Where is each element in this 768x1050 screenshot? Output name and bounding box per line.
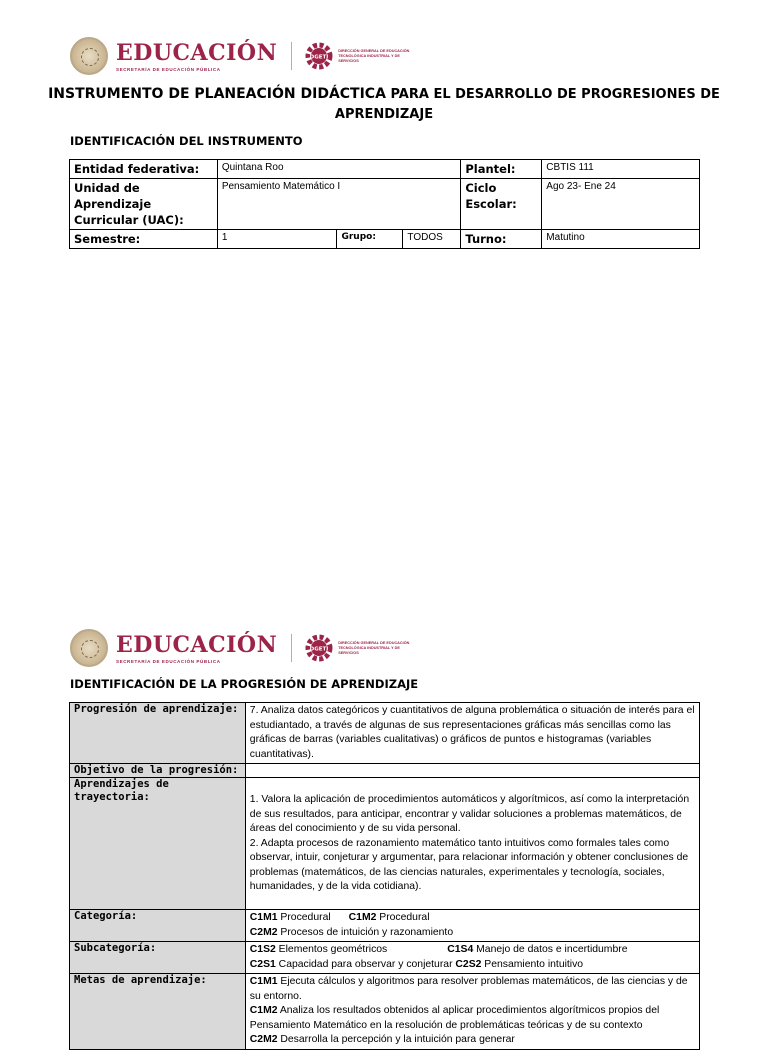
meta-c2m2 bbox=[250, 1033, 695, 1048]
ciclo-value: Ago 23- Ene 24 bbox=[542, 179, 700, 230]
code-c2s2: C2S2 bbox=[455, 958, 482, 970]
table-row bbox=[70, 160, 700, 179]
text-c1s4: Manejo de datos e incertidumbre bbox=[473, 944, 628, 955]
metas-label: Metas de aprendizaje: bbox=[70, 974, 246, 1050]
instrument-table bbox=[69, 159, 700, 249]
text-meta-c1m1: Ejecuta cálculos y algoritmos para resolver problemas matemáticos, de las ciencias y de su entorno. bbox=[249, 976, 688, 1002]
text-c1s2: Elementos geométricos bbox=[275, 944, 388, 955]
code-meta-c1m1: C1M1 bbox=[249, 976, 278, 987]
page2-header bbox=[70, 626, 413, 670]
code-c2s1: C2S1 bbox=[249, 958, 276, 970]
dgeti-text: DIRECCIÓN GENERAL DE EDUCACIÓN TECNOLÓGICA INDUSTRIAL Y DE SERVICIOS bbox=[338, 48, 410, 63]
turno-label: Turno: bbox=[461, 230, 542, 249]
education-subtitle: SECRETARÍA DE EDUCACIÓN PÚBLICA bbox=[116, 66, 221, 72]
semestre-value: 1 bbox=[217, 230, 337, 249]
plantel-label: Plantel: bbox=[461, 160, 542, 179]
code-c1s4: C1S4 bbox=[447, 944, 474, 955]
categoria-line2 bbox=[250, 926, 695, 941]
table-row bbox=[70, 764, 700, 778]
ciclo-label-line2: Escolar: bbox=[465, 197, 517, 211]
uac-label bbox=[70, 179, 218, 230]
gear-text: DGETI bbox=[309, 646, 329, 653]
subcategoria-label: Subcategoría: bbox=[70, 942, 246, 974]
code-c1m1: C1M1 bbox=[249, 912, 278, 923]
text-meta-c1m2: Analiza los resultados obtenidos al aplicar procedimientos algorítmicos propios del Pensamiento Matemático en la resolución de problemáticas teóricas y de su contexto bbox=[249, 1005, 660, 1031]
logo-divider bbox=[291, 42, 292, 70]
progresion-label: Progresión de aprendizaje: bbox=[70, 703, 246, 764]
categoria-line1 bbox=[250, 911, 695, 926]
code-meta-c2m2: C2M2 bbox=[249, 1034, 278, 1045]
meta-c1m2 bbox=[250, 1004, 695, 1033]
semestre-label: Semestre: bbox=[70, 230, 218, 249]
categoria-label: Categoría: bbox=[70, 910, 246, 942]
objetivo-label: Objetivo de la progresión: bbox=[70, 764, 246, 778]
categoria-value bbox=[245, 910, 699, 942]
uac-label-line1: Unidad de Aprendizaje bbox=[74, 181, 152, 211]
objetivo-value bbox=[245, 764, 699, 778]
meta-c1m1 bbox=[250, 975, 695, 1004]
grupo-label: Grupo: bbox=[337, 230, 403, 249]
ciclo-label-line1: Ciclo bbox=[465, 181, 497, 195]
table-row bbox=[70, 230, 700, 249]
table-row bbox=[70, 942, 700, 974]
trayectoria-value bbox=[245, 778, 699, 910]
section1-heading: IDENTIFICACIÓN DEL INSTRUMENTO bbox=[70, 134, 303, 148]
dgeti-gear-icon bbox=[304, 633, 334, 663]
progression-table bbox=[69, 702, 700, 1050]
education-title: EDUCACIÓN bbox=[116, 631, 278, 658]
text-c2s1: Capacidad para observar y conjeturar bbox=[275, 958, 456, 970]
table-row bbox=[70, 179, 700, 230]
trayectoria-label: Aprendizajes de trayectoria: bbox=[70, 778, 246, 910]
education-subtitle: SECRETARÍA DE EDUCACIÓN PÚBLICA bbox=[116, 658, 221, 664]
page1-header bbox=[70, 34, 413, 78]
metas-value bbox=[245, 974, 699, 1050]
turno-value: Matutino bbox=[542, 230, 700, 249]
text-c1m2: Procedural bbox=[376, 912, 430, 923]
text-c2s2: Pensamiento intuitivo bbox=[481, 958, 584, 970]
table-row bbox=[70, 974, 700, 1050]
education-title: EDUCACIÓN bbox=[116, 39, 278, 66]
subcategoria-line1 bbox=[250, 943, 695, 958]
uac-label-line2: Curricular (UAC): bbox=[74, 213, 184, 227]
code-meta-c1m2: C1M2 bbox=[249, 1005, 278, 1016]
code-c2m2: C2M2 bbox=[249, 926, 278, 938]
trayectoria-item-1: 1. Valora la aplicación de procedimientos automáticos y algorítmicos, así como la interpretación de sus resultados, para anticipar, encontrar y validar soluciones a problemas matemáticos, de áreas del conocimiento y de su vida personal. bbox=[249, 794, 690, 834]
plantel-value: CBTIS 111 bbox=[542, 160, 700, 179]
grupo-value: TODOS bbox=[403, 230, 461, 249]
ciclo-label bbox=[461, 179, 542, 230]
entidad-label: Entidad federativa: bbox=[70, 160, 218, 179]
entidad-value: Quintana Roo bbox=[217, 160, 461, 179]
text-c2m2: Procesos de intuición y razonamiento bbox=[277, 926, 454, 938]
subcategoria-line2 bbox=[250, 958, 695, 973]
dgeti-text: DIRECCIÓN GENERAL DE EDUCACIÓN TECNOLÓGICA INDUSTRIAL Y DE SERVICIOS bbox=[338, 640, 410, 655]
table-row bbox=[70, 910, 700, 942]
code-c1m2: C1M2 bbox=[348, 912, 377, 923]
logo-divider bbox=[291, 634, 292, 662]
title-part1: INSTRUMENTO DE PLANEACIÓN DIDÁCTICA bbox=[48, 86, 386, 102]
trayectoria-item-2: 2. Adapta procesos de razonamiento matemático tanto intuitivos como formales tales como observar, intuir, conjeturar y argumentar, para relacionar información y obtener conclusiones de problemas (matemáticos, de las ciencias naturales, experimentales y tecnología, sociales, humanidades, y de la vida cotidiana). bbox=[249, 837, 689, 892]
mexico-seal-icon bbox=[70, 37, 108, 75]
document-title bbox=[40, 84, 728, 125]
education-wordmark bbox=[116, 41, 277, 72]
section2-heading: IDENTIFICACIÓN DE LA PROGRESIÓN DE APRENDIZAJE bbox=[70, 677, 419, 691]
uac-value: Pensamiento Matemático I bbox=[217, 179, 461, 230]
progresion-value: 7. Analiza datos categóricos y cuantitativos de alguna problemática o situación de interés para el estudiantado, a través de algunas de sus representaciones gráficas más sencillas como las gráficas de barras (variables cualitativas) o gráficos de puntos e histogramas (variables cuantitativas). bbox=[245, 703, 699, 764]
subcategoria-value bbox=[245, 942, 699, 974]
dgeti-gear-icon bbox=[304, 41, 334, 71]
gear-text: DGETI bbox=[309, 54, 329, 61]
education-wordmark bbox=[116, 633, 277, 664]
text-meta-c2m2: Desarrolla la percepción y la intuición para generar bbox=[277, 1034, 515, 1045]
table-row bbox=[70, 703, 700, 764]
table-row bbox=[70, 778, 700, 910]
title-part3: APRENDIZAJE bbox=[334, 107, 434, 122]
title-part2: PARA EL DESARROLLO DE PROGRESIONES DE bbox=[385, 87, 720, 102]
mexico-seal-icon bbox=[70, 629, 108, 667]
code-c1s2: C1S2 bbox=[249, 944, 276, 955]
text-c1m1: Procedural bbox=[277, 912, 331, 923]
